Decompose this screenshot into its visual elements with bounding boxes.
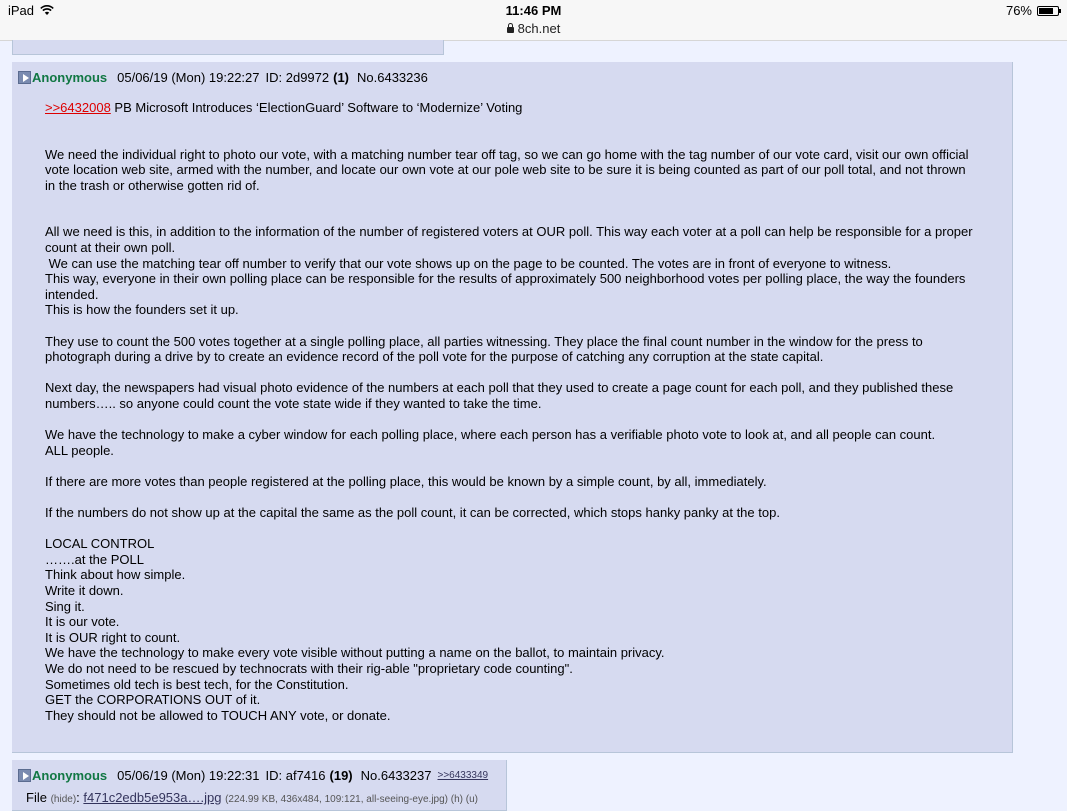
expand-arrow-icon[interactable] bbox=[18, 769, 31, 782]
poster-name: Anonymous bbox=[32, 768, 108, 783]
post-number-link[interactable]: No.6433236 bbox=[357, 70, 428, 85]
post-header bbox=[18, 70, 428, 85]
post-body bbox=[45, 100, 975, 723]
quote-title: PB Microsoft Introduces ‘ElectionGuard’ Software to ‘Modernize’ Voting bbox=[110, 100, 523, 115]
battery-percent: 76% bbox=[1005, 3, 1032, 18]
url-text: 8ch.net bbox=[517, 21, 561, 36]
ios-status-bar bbox=[0, 0, 1067, 41]
poster-id[interactable]: ID: 2d9972 bbox=[265, 70, 330, 85]
clock: 11:46 PM bbox=[505, 3, 562, 18]
device-label: iPad bbox=[8, 3, 35, 18]
post-date: 05/06/19 (Mon) 19:22:27 bbox=[117, 70, 260, 85]
file-meta: (224.99 KB, 436x484, 109:121, all-seeing-eye.jpg) (h) (u) bbox=[225, 794, 479, 805]
paragraph: We have the technology to make a cyber window for each polling place, where each person has a verifiable photo vote to look at, and all people can count. ALL people. bbox=[45, 427, 936, 458]
expand-arrow-icon[interactable] bbox=[18, 71, 31, 84]
file-info: File (hide): f471c2edb5e953a….jpg (224.99 KB, 436x484, 109:121, all-seeing-eye.jpg) (h) (u) bbox=[26, 790, 479, 805]
post-header bbox=[18, 768, 488, 783]
id-post-count: (1) bbox=[333, 70, 350, 85]
previous-post-fragment bbox=[12, 40, 444, 55]
lock-icon bbox=[507, 27, 514, 33]
poster-name: Anonymous bbox=[32, 70, 108, 85]
battery-icon bbox=[1037, 6, 1059, 16]
post-number-link[interactable]: No.6433237 bbox=[360, 768, 432, 783]
poster-id[interactable]: ID: af7416 bbox=[265, 768, 326, 783]
hide-file-link[interactable]: (hide) bbox=[50, 794, 77, 805]
paragraph: LOCAL CONTROL …….at the POLL Think about how simple. Write it down. Sing it. It is our vote. It is OUR right to count. We have the technology to make every vote visible without putting a name on the ballot, to maintain privacy. We do not need to be rescued by technocrats with their rig-able "proprietary code counting". Sometimes old tech is best tech, for the Constitution. GET the CORPORATIONS OUT of it. They should not be allowed to TOUCH ANY vote, or donate. bbox=[45, 536, 665, 723]
file-label: File bbox=[26, 790, 47, 805]
paragraph: We need the individual right to photo our vote, with a matching number tear off tag, so we can go home with the tag number of our vote card, visit our own official vote location web site, armed with the number, and locate our own vote at our pole web site to be sure it is being counted as part of our poll total, and not thrown in the trash or otherwise gotten rid of. bbox=[45, 146, 973, 193]
paragraph: If the numbers do not show up at the capital the same as the poll count, it can be corrected, which stops hanky panky at the top. bbox=[45, 505, 780, 521]
file-name-link[interactable]: f471c2edb5e953a….jpg bbox=[83, 790, 222, 805]
post-date: 05/06/19 (Mon) 19:22:31 bbox=[117, 768, 260, 783]
reply-post bbox=[12, 760, 507, 811]
id-post-count: (19) bbox=[329, 768, 353, 783]
paragraph: If there are more votes than people registered at the polling place, this would be known by a simple count, by all, immediately. bbox=[45, 473, 767, 489]
paragraph: They use to count the 500 votes together at a single polling place, all parties witnessing. They place the final count number in the window for the press to photograph during a drive by to create an evidence record of the poll vote for the purpose of catching any corruption at the state capital. bbox=[45, 333, 927, 365]
quote-link[interactable]: >>6432008 bbox=[45, 100, 111, 115]
backlink[interactable]: >>6433349 bbox=[437, 770, 489, 781]
reply-post bbox=[12, 62, 1013, 753]
paragraph: Next day, the newspapers had visual photo evidence of the numbers at each poll that they used to create a page count for each poll, and they published these numbers….. so anyone could count the vote state wide if they wanted to take the time. bbox=[45, 380, 957, 411]
battery-fill bbox=[1039, 8, 1053, 14]
status-right bbox=[1006, 3, 1059, 18]
paragraph: All we need is this, in addition to the information of the number of registered voters at OUR poll. This way each voter at a poll can help be responsible for a proper count at their own poll. We can use the matching tear off number to verify that our vote shows up on the page to be counted. The votes are in front of everyone to witness. This way, everyone in their own polling place can be responsible for the results of approximately 500 neighborhood votes per polling place, the way the founders intended. This is how the founders set it up. bbox=[45, 224, 973, 318]
address-bar[interactable] bbox=[0, 21, 1067, 36]
